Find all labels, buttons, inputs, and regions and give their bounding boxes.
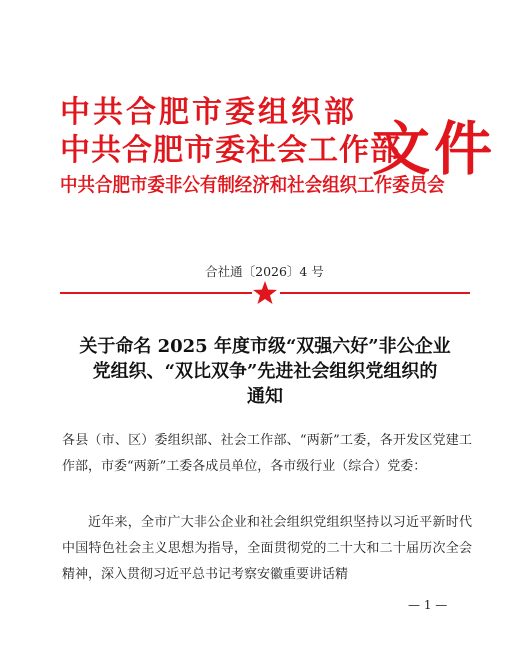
- separator-rule-right: [280, 292, 470, 294]
- addressee-paragraph: 各县（市、区）委组织部、社会工作部、“两新”工委，各开发区党建工作部，市委“两新”工委各成员单位，各市级行业（综合）党委：: [62, 433, 472, 474]
- document-title: [60, 334, 470, 409]
- issuer-line-2: 中共合肥市委社会工作部: [60, 133, 401, 168]
- issuer-line-1: 中共合肥市委组织部: [60, 95, 357, 130]
- page-number: — 1 —: [408, 598, 448, 612]
- separator-rule-left: [60, 292, 252, 294]
- body-paragraph: 近年来，全市广大非公企业和社会组织党组织坚持以习近平新时代中国特色社会主义思想为指导，全面贯彻党的二十大和二十届历次全会精神，深入贯彻习近平总书记考察安徽重要讲话精: [62, 515, 472, 582]
- title-line-2: 党组织、“双比双争”先进社会组织党组织的: [92, 361, 438, 382]
- document-type-label: 文件: [372, 115, 497, 183]
- title-line-3: 通知: [247, 386, 283, 407]
- title-line-1: 关于命名 2025 年度市级“双强六好”非公企业: [79, 336, 451, 357]
- document-number: 合社通〔2026〕4 号: [205, 264, 324, 279]
- star-icon: [252, 280, 278, 306]
- issuer-line-3: 中共合肥市委非公有制经济和社会组织工作委员会: [60, 174, 445, 196]
